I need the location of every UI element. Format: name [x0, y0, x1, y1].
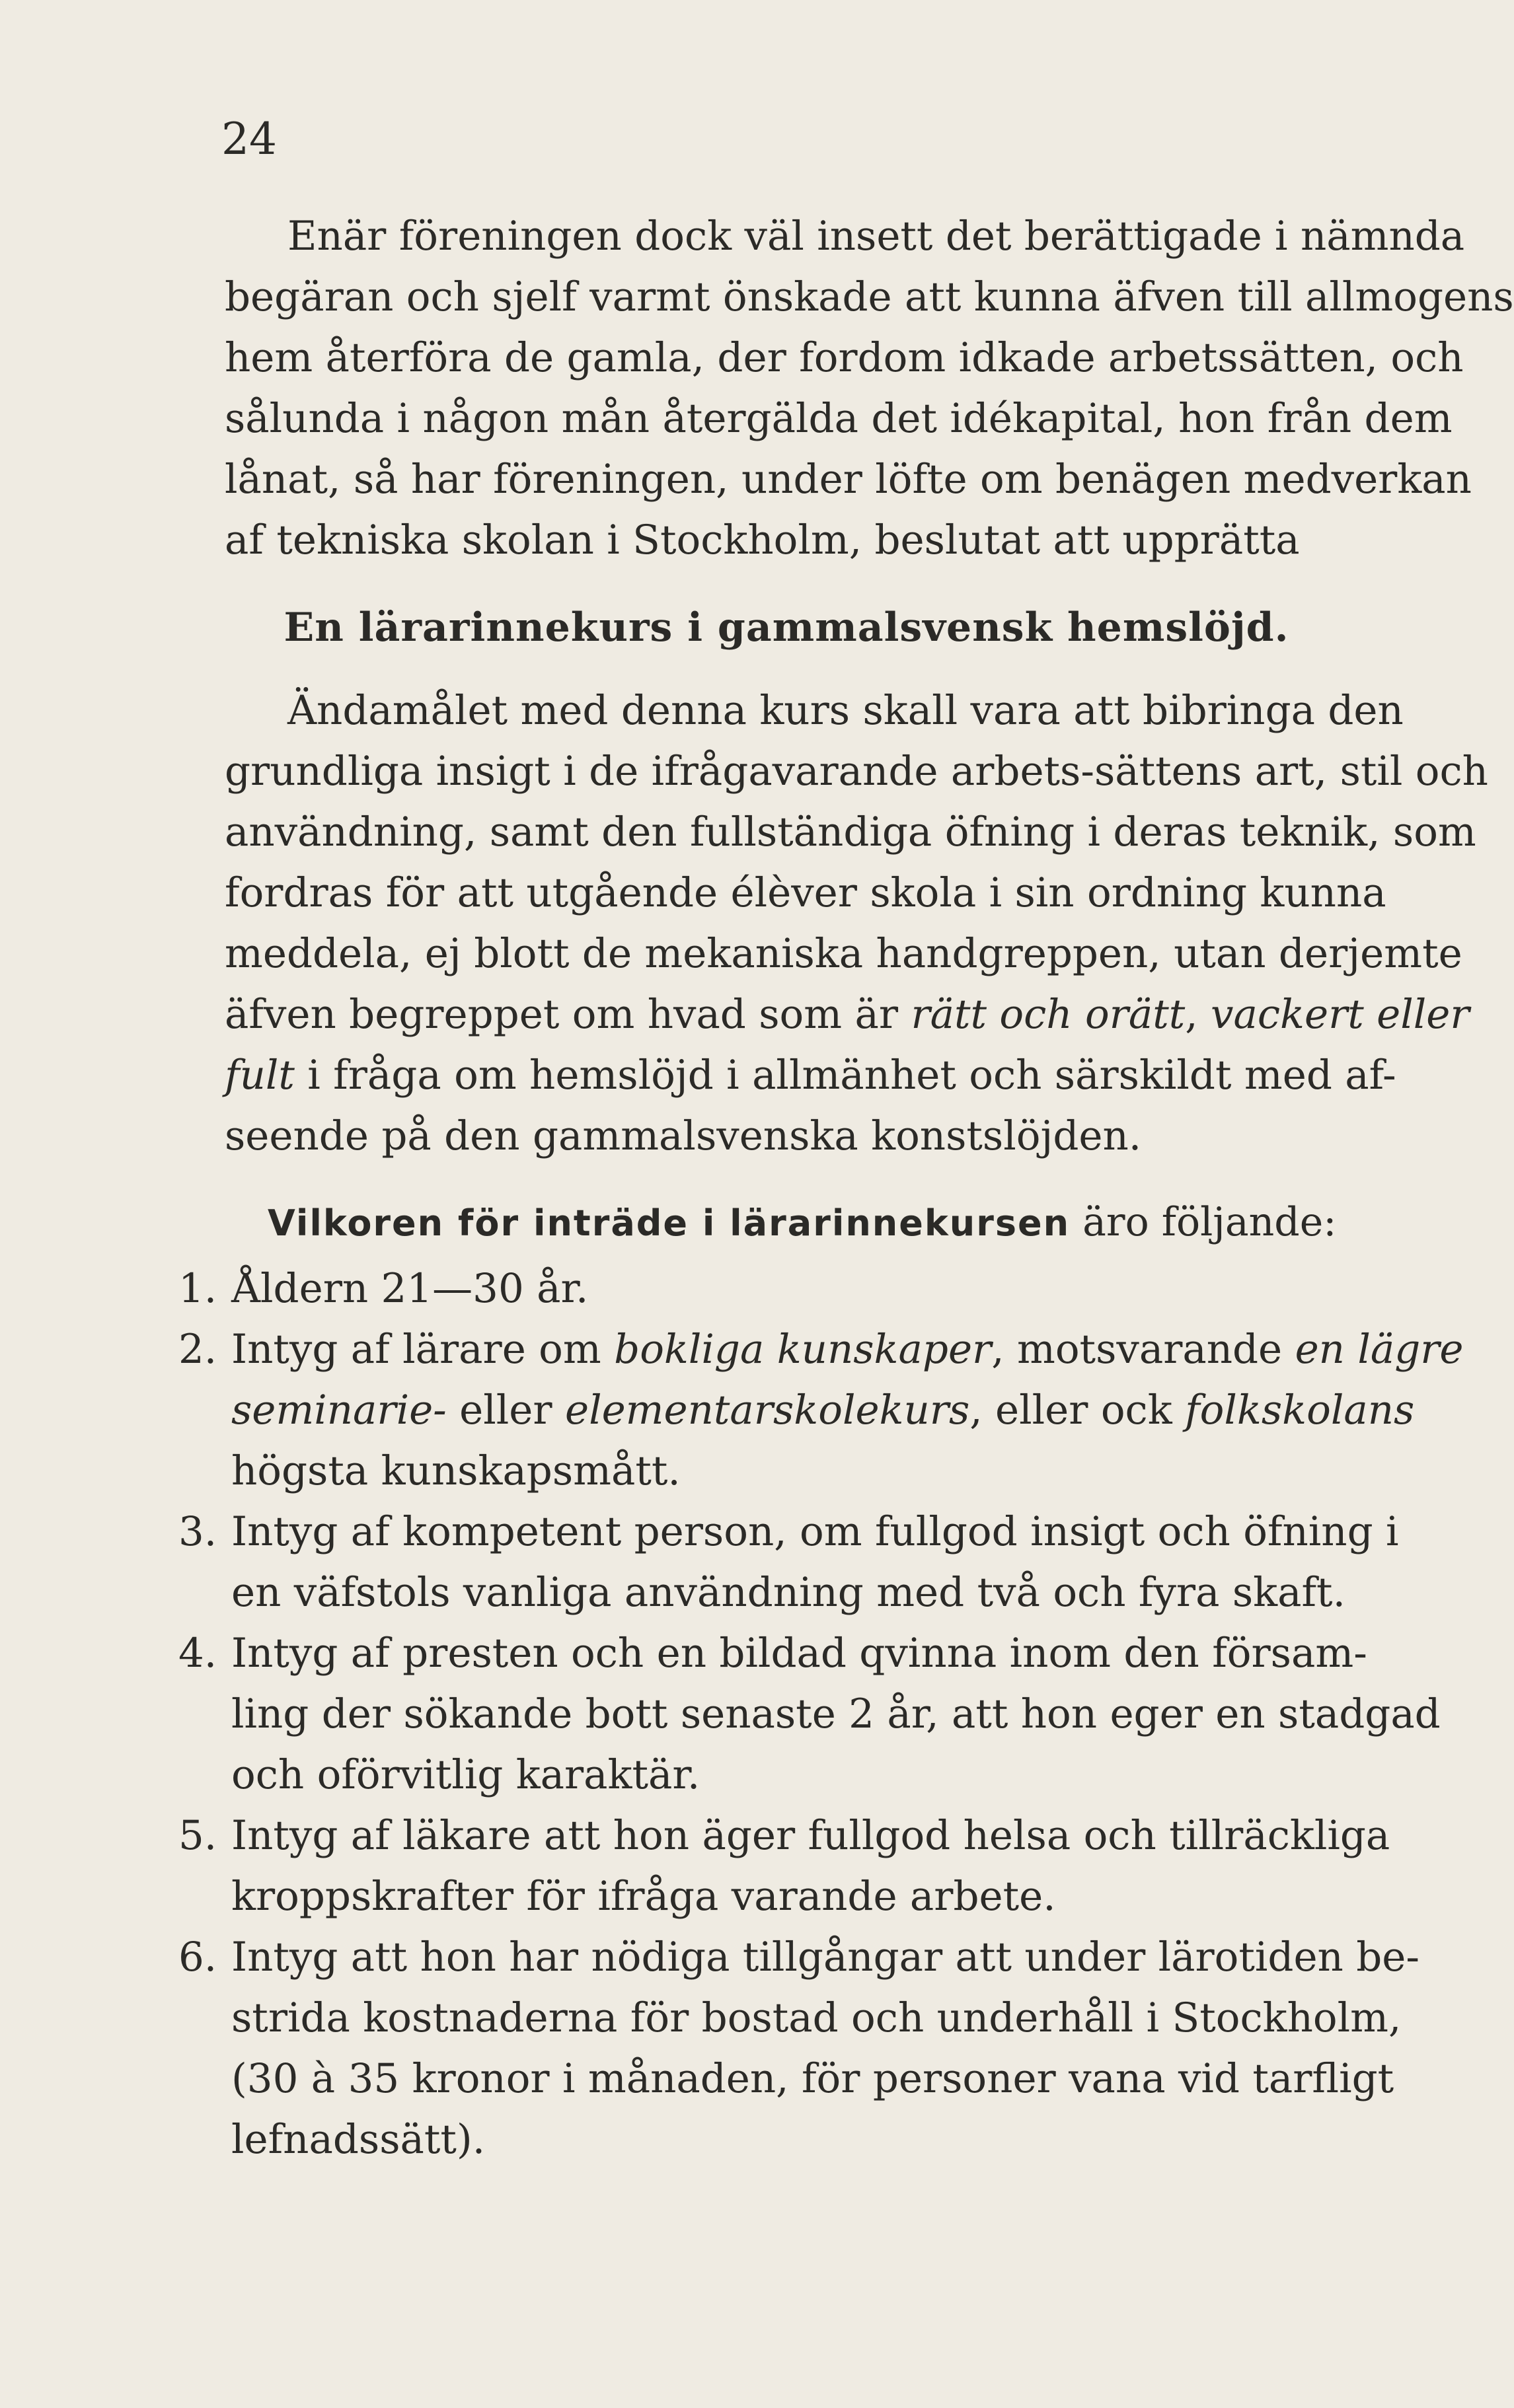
text-line: begäran och sjelf varmt önskade att kunna äfven till allmogens: [225, 274, 1514, 320]
italic-run: rätt och orätt: [911, 991, 1186, 1038]
text-line: [225, 984, 1470, 1045]
text-line: hem återföra de gamla, der fordom idkade arbetssätten, och: [225, 334, 1464, 381]
text-line: kroppskrafter för ifråga varande arbete.: [231, 1873, 1056, 1920]
text-run: äfven begreppet om hvad som är: [225, 991, 911, 1038]
text-run: , motsvarande: [991, 1326, 1295, 1373]
text-line: grundliga insigt i de ifrågavarande arbets-sättens art, stil och: [225, 748, 1488, 795]
text-line: fordras för att utgående élèver skola i sin ordning kunna: [225, 869, 1386, 916]
condition-item: [178, 1319, 1464, 1502]
purpose-paragraph: [225, 680, 1488, 1167]
condition-item: [178, 1502, 1399, 1623]
section-heading: En lärarinnekurs i gammalsvensk hemslöjd.: [284, 604, 1289, 651]
italic-run: folkskolans: [1185, 1387, 1415, 1434]
text-run: , eller ock: [969, 1387, 1186, 1434]
text-run: i fråga om hemslöjd i allmänhet och särskildt med af-: [294, 1052, 1396, 1099]
text-line: lånat, så har föreningen, under löfte om benägen medverkan: [225, 456, 1472, 503]
conditions-heading-bold: Vilkoren för inträde i lärarinnekursen: [268, 1202, 1071, 1244]
text-line: Intyg af kompetent person, om fullgod insigt och öfning i: [231, 1508, 1399, 1555]
text-line: Ändamålet med denna kurs skall vara att bibringa den: [287, 687, 1404, 734]
italic-run: fult: [225, 1052, 295, 1099]
italic-run: seminarie-: [231, 1387, 447, 1434]
text-line: lefnadssätt).: [231, 2116, 486, 2163]
conditions-heading: [268, 1199, 1337, 1245]
text-line: (30 à 35 kronor i månaden, för personer vana vid tarfligt: [231, 2055, 1394, 2102]
condition-item: [178, 1259, 1348, 1319]
text-line: högsta kunskapsmått.: [231, 1447, 681, 1494]
text-line: en väfstols vanliga användning med två och fyra skaft.: [231, 1569, 1345, 1616]
condition-number: 1.: [178, 1265, 217, 1312]
text-line: Enär föreningen dock väl insett det berättigade i nämnda: [287, 213, 1465, 260]
intro-paragraph: [225, 206, 1514, 571]
text-line: [225, 1045, 1396, 1106]
text-run: ,: [1185, 991, 1211, 1038]
conditions-list: [178, 1259, 1464, 2170]
condition-number: 6.: [178, 1934, 217, 1981]
text-line: sålunda i någon mån återgälda det idékapital, hon från dem: [225, 395, 1453, 442]
condition-number: 4.: [178, 1630, 217, 1677]
italic-run: bokliga kunskaper: [614, 1326, 992, 1373]
text-line: Intyg af läkare att hon äger fullgod helsa och tillräckliga: [231, 1812, 1390, 1859]
condition-number: 2.: [178, 1326, 217, 1373]
italic-run: vackert eller: [1211, 991, 1470, 1038]
condition-number: 3.: [178, 1508, 217, 1555]
text-line: [231, 1380, 1415, 1441]
text-line: af tekniska skolan i Stockholm, beslutat att upprätta: [225, 517, 1300, 564]
text-line: strida kostnaderna för bostad och underhåll i Stockholm,: [231, 1994, 1402, 2041]
text-line: Intyg att hon har nödiga tillgångar att under lärotiden be-: [231, 1934, 1419, 1981]
conditions-heading-rest: äro följande:: [1070, 1199, 1337, 1245]
text-line: [231, 1319, 1464, 1380]
condition-number: 5.: [178, 1812, 217, 1859]
text-line: seende på den gammalsvenska konstslöjden.: [225, 1113, 1142, 1159]
italic-run: elementarskolekurs: [564, 1387, 970, 1434]
page-number: 24: [221, 114, 277, 164]
text-line: användning, samt den fullständiga öfning i deras teknik, som: [225, 809, 1476, 856]
text-line: Åldern 21—30 år.: [231, 1265, 589, 1312]
condition-item: [178, 1806, 1390, 1927]
text-line: och oförvitlig karaktär.: [231, 1751, 700, 1798]
italic-run: en lägre: [1295, 1326, 1464, 1373]
text-line: meddela, ej blott de mekaniska handgreppen, utan derjemte: [225, 930, 1462, 977]
text-run: eller: [446, 1387, 565, 1434]
text-run: Intyg af lärare om: [231, 1326, 615, 1373]
condition-item: [178, 1623, 1441, 1806]
condition-item: [178, 1927, 1419, 2170]
text-line: ling der sökande bott senaste 2 år, att hon eger en stadgad: [231, 1691, 1441, 1737]
text-line: Intyg af presten och en bildad qvinna inom den försam-: [231, 1630, 1367, 1677]
